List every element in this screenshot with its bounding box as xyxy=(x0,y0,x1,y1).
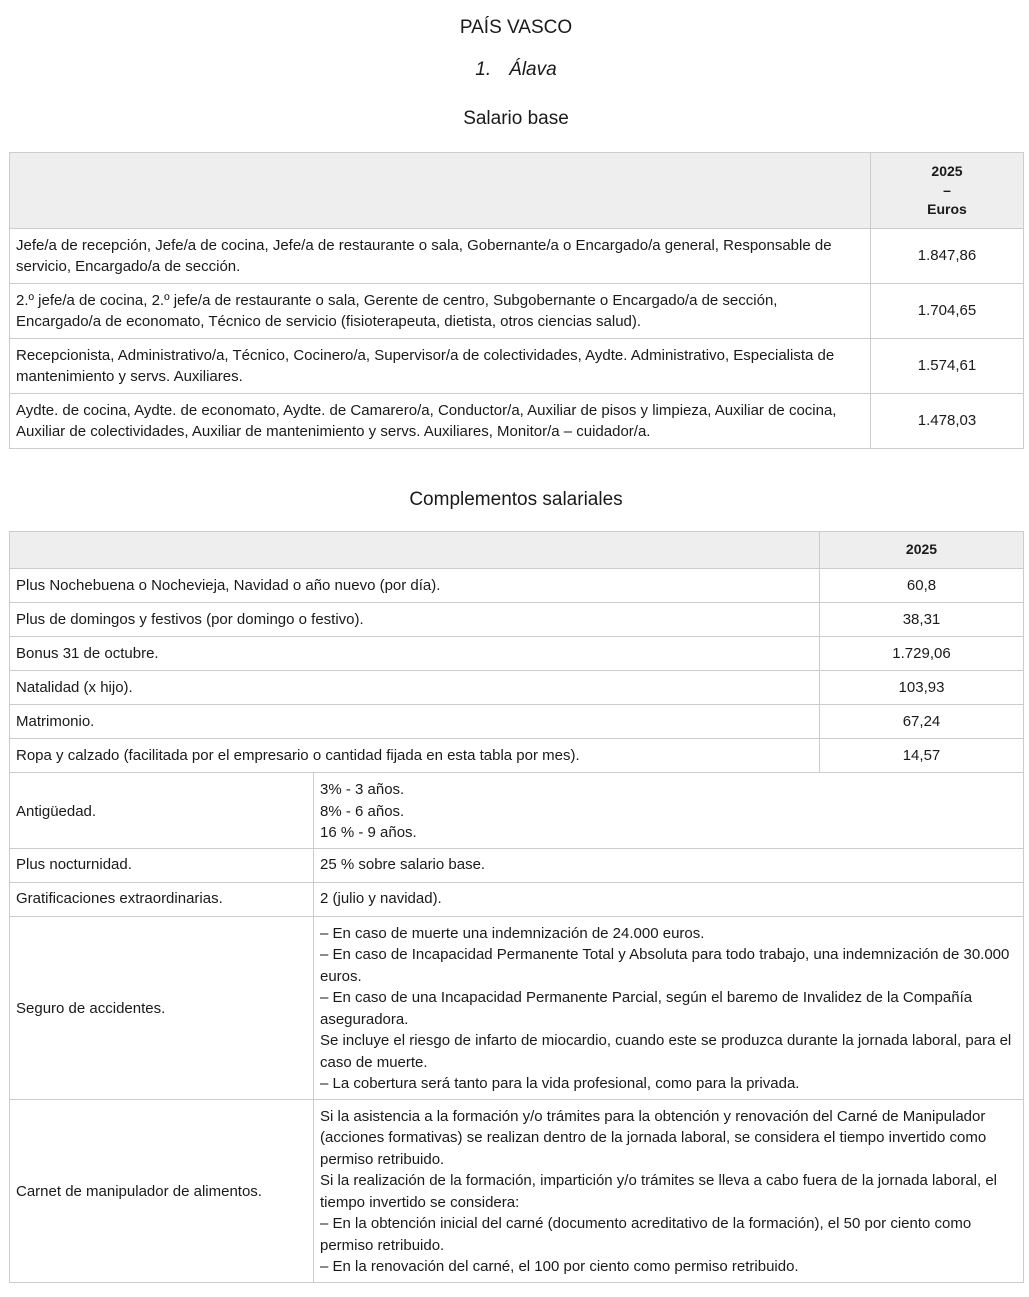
concept-cell: Antigüedad. xyxy=(10,773,314,848)
concept-cell: Ropa y calzado (facilitada por el empresario o cantidad fijada en esta tabla por mes). xyxy=(10,739,820,773)
table-row xyxy=(10,671,1024,705)
category-header xyxy=(10,153,871,229)
complementos-detail-table xyxy=(9,773,1024,1283)
concept-header xyxy=(10,532,820,569)
table-row xyxy=(10,916,1024,1099)
amount-cell: 103,93 xyxy=(820,671,1024,705)
table-row xyxy=(10,284,1024,339)
table-row xyxy=(10,705,1024,739)
amount-cell: 14,57 xyxy=(820,739,1024,773)
category-cell: Jefe/a de recepción, Jefe/a de cocina, Jefe/a de restaurante o sala, Gobernante/a o Encargado/a general, Responsable de servicio, Encargado/a de sección. xyxy=(10,229,871,284)
table-row xyxy=(10,603,1024,637)
table-row xyxy=(10,637,1024,671)
table-row xyxy=(10,394,1024,449)
salary-value: 1.847,86 xyxy=(871,229,1024,284)
concept-cell: Plus Nochebuena o Nochevieja, Navidad o año nuevo (por día). xyxy=(10,569,820,603)
complementos-title: Complementos salariales xyxy=(409,489,623,510)
table-header-row xyxy=(10,153,1024,229)
salario-base-table xyxy=(9,152,1024,449)
province-name: Álava xyxy=(509,59,557,80)
table-header-row xyxy=(10,532,1024,569)
table-row xyxy=(10,848,1024,882)
amount-cell: 1.729,06 xyxy=(820,637,1024,671)
concept-cell: Gratificaciones extraordinarias. xyxy=(10,882,314,916)
category-cell: 2.º jefe/a de cocina, 2.º jefe/a de restaurante o sala, Gerente de centro, Subgobernante o Encargado/a de sección, Encargado/a de economato, Técnico de servicio (fisioterapeuta, dietista, otros ciencias salud). xyxy=(10,284,871,339)
detail-cell: 3% - 3 años. 8% - 6 años. 16 % - 9 años. xyxy=(314,773,1024,848)
amount-cell: 60,8 xyxy=(820,569,1024,603)
salario-base-title: Salario base xyxy=(463,108,569,129)
concept-cell: Plus de domingos y festivos (por domingo o festivo). xyxy=(10,603,820,637)
complementos-table xyxy=(9,531,1024,773)
concept-cell: Seguro de accidentes. xyxy=(10,916,314,1099)
detail-cell: – En caso de muerte una indemnización de 24.000 euros. – En caso de Incapacidad Permanente Total y Absoluta para todo trabajo, una indemnización de 30.000 euros. – En caso de una Incapacidad Permanente Parcial, según el baremo de Invalidez de la Compañía aseguradora. Se incluye el riesgo de infarto de miocardio, cuando este se produzca durante la jornada laboral, para el caso de muerte. – La cobertura será tanto para la vida profesional, como para la privada. xyxy=(314,916,1024,1099)
province-number: 1. xyxy=(475,59,492,80)
amount-cell: 38,31 xyxy=(820,603,1024,637)
concept-cell: Plus nocturnidad. xyxy=(10,848,314,882)
detail-cell: 2 (julio y navidad). xyxy=(314,882,1024,916)
category-cell: Recepcionista, Administrativo/a, Técnico, Cocinero/a, Supervisor/a de colectividades, Aydte. Administrativo, Especialista de mantenimiento y servs. Auxiliares. xyxy=(10,339,871,394)
table-row xyxy=(10,882,1024,916)
table-row xyxy=(10,229,1024,284)
province-heading xyxy=(9,48,1023,86)
salary-value: 1.478,03 xyxy=(871,394,1024,449)
table-row xyxy=(10,569,1024,603)
salary-value: 1.704,65 xyxy=(871,284,1024,339)
concept-cell: Matrimonio. xyxy=(10,705,820,739)
detail-cell: Si la asistencia a la formación y/o trámites para la obtención y renovación del Carné de Manipulador (acciones formativas) se realizan dentro de la jornada laboral, se considera el tiempo invertido como permiso retribuido. Si la realización de la formación, impartición y/o trámites se lleva a cabo fuera de la jornada laboral, el tiempo invertido se considera: – En la obtención inicial del carné (documento acreditativo de la formación), el 50 por ciento como permiso retribuido. – En la renovación del carné, el 100 por ciento como permiso retribuido. xyxy=(314,1099,1024,1282)
detail-cell: 25 % sobre salario base. xyxy=(314,848,1024,882)
table-row xyxy=(10,339,1024,394)
table-row xyxy=(10,739,1024,773)
concept-cell: Carnet de manipulador de alimentos. xyxy=(10,1099,314,1282)
salary-value: 1.574,61 xyxy=(871,339,1024,394)
concept-cell: Natalidad (x hijo). xyxy=(10,671,820,705)
amount-cell: 67,24 xyxy=(820,705,1024,739)
year-header: 2025 xyxy=(820,532,1024,569)
region-title: PAÍS VASCO xyxy=(459,17,573,38)
table-row xyxy=(10,1099,1024,1282)
category-cell: Aydte. de cocina, Aydte. de economato, Aydte. de Camarero/a, Conductor/a, Auxiliar de pisos y limpieza, Auxiliar de cocina, Auxiliar de colectividades, Auxiliar de mantenimiento y servs. Auxiliares, Monitor/a – cuidador/a. xyxy=(10,394,871,449)
year-euros-header: 2025 – Euros xyxy=(871,153,1024,229)
table-row xyxy=(10,773,1024,848)
concept-cell: Bonus 31 de octubre. xyxy=(10,637,820,671)
